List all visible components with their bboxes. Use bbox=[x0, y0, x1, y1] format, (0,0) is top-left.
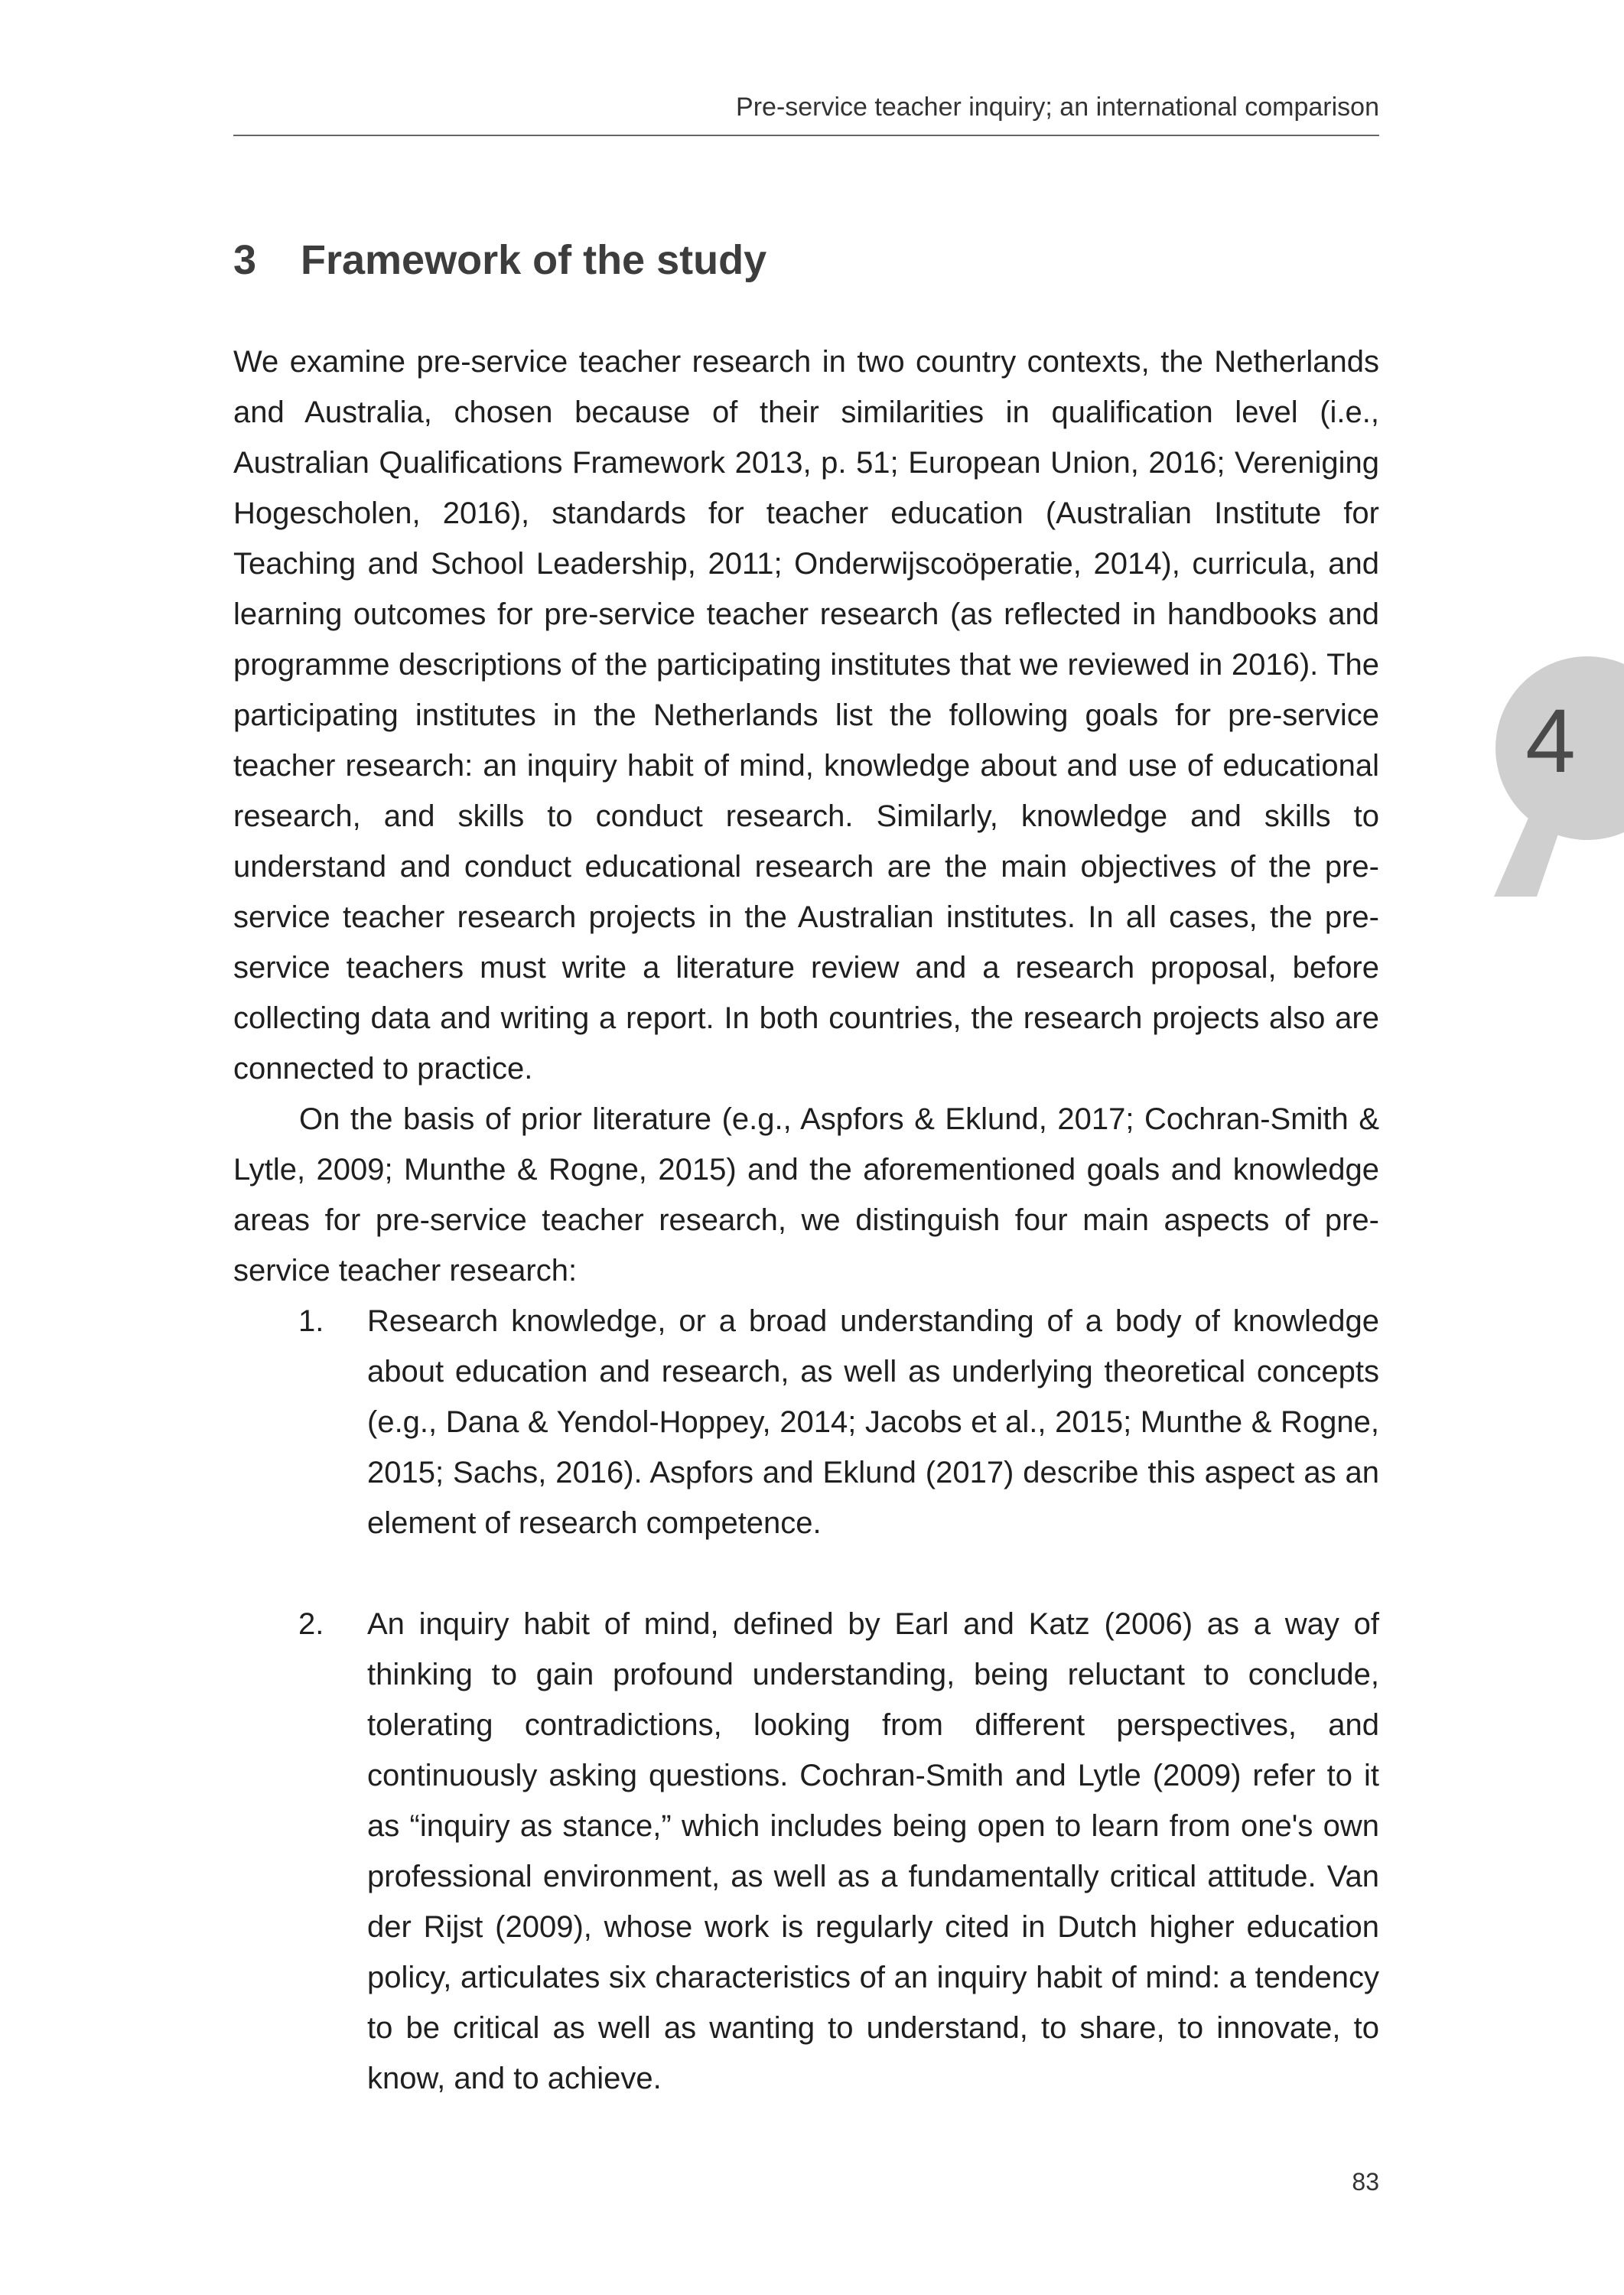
chapter-tab-tail bbox=[1494, 816, 1564, 897]
aspects-list bbox=[233, 1296, 1379, 2104]
page-number: 83 bbox=[1352, 2168, 1379, 2196]
list-item-text: Research knowledge, or a broad understanding of a body of knowledge about education and research, as well as underlying theoretical concepts (e.g., Dana & Yendol-Hoppey, 2014; Jacobs et al., 2015; Munthe & Rogne, 2015; Sachs, 2016). Aspfors and Eklund (2017) describe this aspect as an element of research competence. bbox=[367, 1304, 1379, 1540]
chapter-number: 4 bbox=[1525, 691, 1576, 792]
paragraph: On the basis of prior literature (e.g., Aspfors & Eklund, 2017; Cochran-Smith & Lytle, 2009; Munthe & Rogne, 2015) and the aforementioned goals and knowledge areas for pre-service teacher research, we distinguish four main aspects of pre-service teacher research: bbox=[233, 1102, 1379, 1287]
running-title: Pre-service teacher inquiry; an international comparison bbox=[736, 93, 1379, 122]
body-text bbox=[233, 337, 1379, 2104]
running-header bbox=[233, 90, 1379, 136]
list-item bbox=[233, 1599, 1379, 2104]
section-title: Framework of the study bbox=[301, 237, 767, 283]
paragraph: We examine pre-service teacher research in two country contexts, the Netherlands and Australia, chosen because of their similarities in qualification level (i.e., Australian Qualifications Framework 2013, p. 51; European Union, 2016; Vereniging Hogescholen, 2016), standards for teacher education (Australian Institute for Teaching and School Leadership, 2011; Onderwijscoöperatie, 2014), curricula, and learning outcomes for pre-service teacher research (as reflected in handbooks and programme descriptions of the participating institutes that we reviewed in 2016). The participating institutes in the Netherlands list the following goals for pre-service teacher research: an inquiry habit of mind, knowledge about and use of educational research, and skills to conduct research. Similarly, knowledge and skills to understand and conduct educational research are the main objectives of the pre-service teacher research projects in the Australian institutes. In all cases, the pre-service teachers must write a literature review and a research proposal, before collecting data and writing a report. In both countries, the research projects also are connected to practice. bbox=[233, 345, 1379, 1086]
list-item-number: 1. bbox=[298, 1304, 324, 1338]
list-item-number: 2. bbox=[298, 1607, 324, 1641]
list-item bbox=[233, 1296, 1379, 1548]
section-heading bbox=[233, 230, 766, 291]
section-number: 3 bbox=[233, 237, 257, 283]
list-item-text: An inquiry habit of mind, defined by Earl and Katz (2006) as a way of thinking to gain profound understanding, being reluctant to conclude, tolerating contradictions, looking from different perspectives, and continuously asking questions. Cochran-Smith and Lytle (2009) refer to it as “inquiry as stance,” which includes being open to learn from one's own professional environment, as well as a fundamentally critical attitude. Van der Rijst (2009), whose work is regularly cited in Dutch higher education policy, articulates six characteristics of an inquiry habit of mind: a tendency to be critical as well as wanting to understand, to share, to innovate, to know, and to achieve. bbox=[367, 1607, 1379, 2095]
chapter-tab bbox=[1471, 652, 1624, 897]
